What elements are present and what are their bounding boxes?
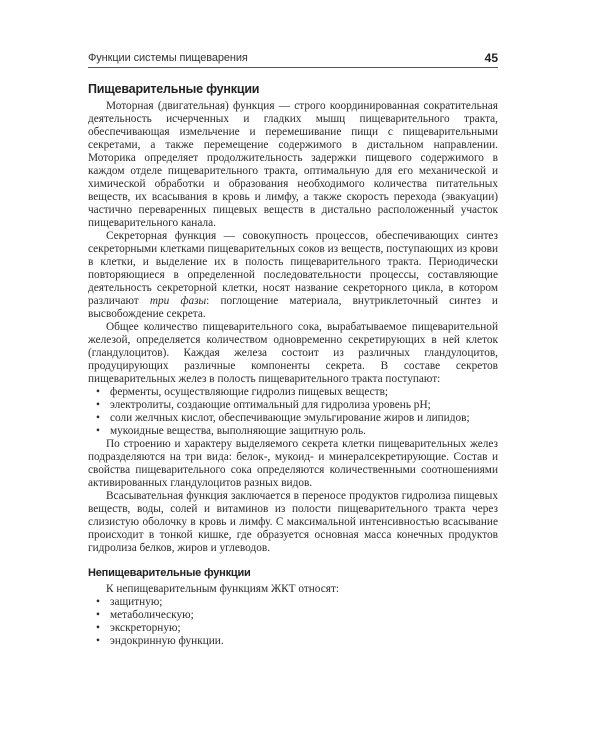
bullet-icon: •: [96, 412, 100, 424]
list-item-text: ферменты, осуществляющие гидролиз пищевых веществ;: [110, 386, 389, 398]
list-item: [88, 425, 498, 438]
list-item-text: защитную;: [110, 596, 163, 608]
list-item-text: эндокринную функции.: [110, 635, 224, 647]
bullet-icon: •: [96, 635, 100, 647]
paragraph-absorptive-function: Всасывательная функция заключается в переносе продуктов гидролиза пищевых веществ, воды, солей и витаминов из полости пищеварительного тракта через слизистую оболочку в кровь и лимфу. С максимальной интенсивностью всасывание происходит в тонкой кишке, где образуется основная масса конечных продуктов гидролиза белков, жиров и углеводов.: [88, 490, 498, 554]
list-item: [88, 622, 498, 635]
list-item-text: соли желчных кислот, обеспечивающие эмульгирование жиров и липидов;: [110, 412, 470, 424]
paragraph-motor-function: Моторная (двигательная) функция — строго координированная сократительная деятельность исчерченных и гладких мышц пищеварительного тракта, обеспечивающая измельчение и перемешивание пищи с пищеварительными секретами, а также перемещение содержимого в дистальном направлении. Моторика определяет продолжительность задержки пищевого содержимого в каждом отделе пищеварительного тракта, оптимальную для его механической и химической обработки и образования необходимого количества питательных веществ, их всасывания в кровь и лимфу, а также скорость перехода (эвакуации) частично переваренных пищевых веществ в дистально расположенный участок пищеварительного канала.: [88, 100, 498, 229]
paragraph-gland-cells: По строению и характеру выделяемого секрета клетки пищеварительных желез подразделяются на три вида: белок-, мукоид- и минералсекретирующие. Состав и свойства пищеварительного сока определяются количественными соотношениями активированных гландулоцитов разных видов.: [88, 438, 498, 489]
paragraph-secretory-text-1: Секреторная функция — совокупность процессов, обеспечивающих синтез секреторными клетками пищеварительных соков из веществ, поступающих из крови в клетки, и выделение их в полость пищеварительного тракта. Периодически повторяющиеся в определенной последовательности процессы, составляющие деятельность секреторной клетки, носят название секреторного цикла, в котором различают: [88, 230, 498, 307]
page-content: [88, 82, 498, 648]
list-item-text: мукоидные вещества, выполняющие защитную роль.: [110, 425, 366, 437]
list-item: [88, 596, 498, 609]
list-item: [88, 412, 498, 425]
paragraph-non-digestive-intro: К непищеварительным функциям ЖКТ относят:: [106, 583, 340, 595]
list-item: [88, 609, 498, 622]
secretion-components-list: [88, 386, 498, 438]
non-digestive-functions-list: [88, 596, 498, 648]
list-item: [88, 635, 498, 648]
bullet-icon: •: [96, 609, 100, 621]
three-phases-emphasis: три фазы: [149, 295, 207, 307]
paragraph-secretory-function: [88, 230, 498, 321]
bullet-icon: •: [96, 622, 100, 634]
page-header: [88, 52, 498, 66]
list-item-text: электролиты, создающие оптимальный для гидролиза уровень рН;: [110, 399, 431, 411]
bullet-icon: •: [96, 425, 100, 437]
list-item: [88, 399, 498, 412]
section-heading-digestive: Пищеварительные функции: [88, 82, 260, 96]
list-item-text: экскреторную;: [110, 622, 181, 634]
header-rule: [88, 67, 498, 68]
page-number: 45: [484, 51, 498, 65]
running-title: Функции системы пищеварения: [88, 52, 248, 64]
bullet-icon: •: [96, 386, 100, 398]
bullet-icon: •: [96, 399, 100, 411]
section-heading-non-digestive: Непищеварительные функции: [88, 567, 251, 579]
bullet-icon: •: [96, 596, 100, 608]
list-item: [88, 386, 498, 399]
list-item-text: метаболическую;: [110, 609, 194, 621]
paragraph-secretory-text-2: : поглощение материала, внутриклеточный синтез и высвобождение секрета.: [88, 295, 498, 320]
paragraph-digestive-juice: Общее количество пищеварительного сока, вырабатываемое пищеварительной железой, определяется количеством одновременно секретирующих в ней клеток (гландулоцитов). Каждая железа состоит из различных гландулоцитов, продуцирующих различные компоненты секрета. В составе секретов пищеварительных желез в полость пищеварительного тракта поступают:: [88, 321, 498, 385]
